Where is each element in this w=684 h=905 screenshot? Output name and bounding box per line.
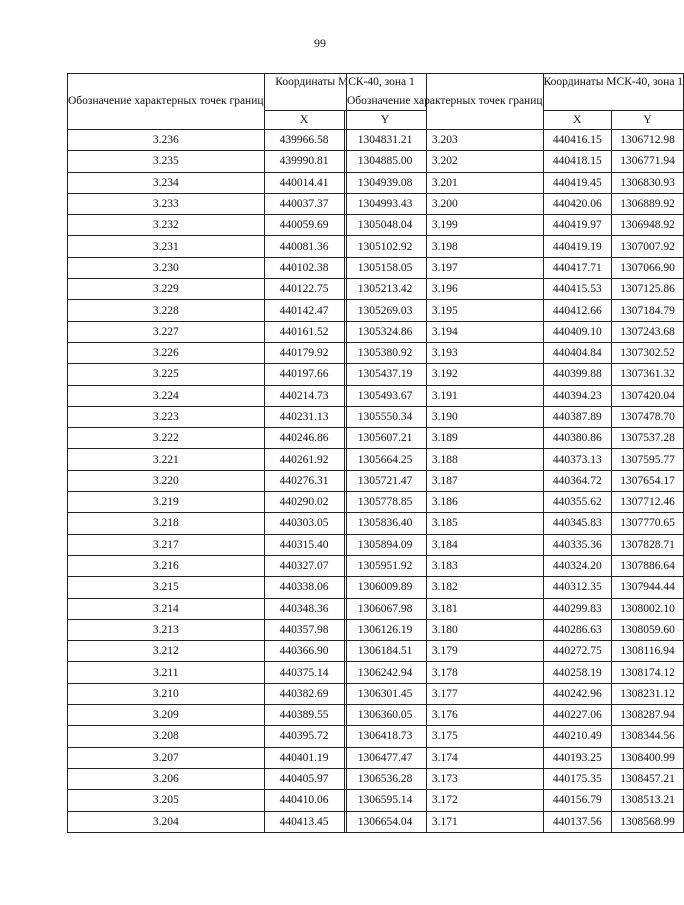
x-coordinate-cell: 440348.36	[264, 598, 344, 619]
point-designation-cell: 3.206	[68, 768, 265, 789]
x-column-header: X	[264, 111, 344, 130]
y-coordinate-cell: 1306009.89	[344, 577, 426, 598]
table-row	[347, 300, 684, 321]
x-coordinate-cell: 440272.75	[543, 641, 612, 662]
point-designation-cell: 3.233	[68, 193, 265, 214]
x-coordinate-cell: 440345.83	[543, 513, 612, 534]
x-coordinate-cell: 440366.90	[264, 641, 344, 662]
y-coordinate-cell: 1304831.21	[344, 130, 426, 151]
point-designation-cell: 3.215	[68, 577, 265, 598]
point-designation-cell: 3.192	[347, 364, 544, 385]
point-designation-cell: 3.183	[347, 555, 544, 576]
y-coordinate-cell: 1308344.56	[612, 726, 684, 747]
point-designation-cell: 3.195	[347, 300, 544, 321]
point-designation-cell: 3.214	[68, 598, 265, 619]
point-designation-cell: 3.216	[68, 555, 265, 576]
point-designation-cell: 3.186	[347, 492, 544, 513]
x-coordinate-cell: 440394.23	[543, 385, 612, 406]
point-designation-cell: 3.200	[347, 193, 544, 214]
point-designation-cell: 3.191	[347, 385, 544, 406]
y-coordinate-cell: 1306830.93	[612, 172, 684, 193]
point-designation-cell: 3.234	[68, 172, 265, 193]
point-designation-cell: 3.225	[68, 364, 265, 385]
y-coordinate-cell: 1304993.43	[344, 193, 426, 214]
x-coordinate-cell: 440375.14	[264, 662, 344, 683]
point-designation-cell: 3.212	[68, 641, 265, 662]
x-coordinate-cell: 440122.75	[264, 279, 344, 300]
x-coordinate-cell: 440417.71	[543, 257, 612, 278]
y-coordinate-cell: 1308457.21	[612, 768, 684, 789]
table-row	[347, 662, 684, 683]
y-coordinate-cell: 1305721.47	[344, 470, 426, 491]
x-coordinate-cell: 440299.83	[543, 598, 612, 619]
y-coordinate-cell: 1305324.86	[344, 321, 426, 342]
y-coordinate-cell: 1305607.21	[344, 428, 426, 449]
coordinates-group-header: Координаты МСК-40, зона 1	[543, 74, 684, 111]
point-designation-cell: 3.177	[347, 683, 544, 704]
y-coordinate-cell: 1308116.94	[612, 641, 684, 662]
point-designation-cell: 3.231	[68, 236, 265, 257]
x-coordinate-cell: 440419.19	[543, 236, 612, 257]
table-row	[347, 279, 684, 300]
x-coordinate-cell: 440161.52	[264, 321, 344, 342]
point-designation-cell: 3.235	[68, 151, 265, 172]
y-coordinate-cell: 1307478.70	[612, 406, 684, 427]
coordinates-table-right	[346, 73, 684, 833]
point-designation-cell: 3.201	[347, 172, 544, 193]
x-coordinate-cell: 440214.73	[264, 385, 344, 406]
y-coordinate-cell: 1308174.12	[612, 662, 684, 683]
x-coordinate-cell: 439966.58	[264, 130, 344, 151]
y-coordinate-cell: 1307944.44	[612, 577, 684, 598]
x-coordinate-cell: 440409.10	[543, 321, 612, 342]
point-designation-cell: 3.205	[68, 790, 265, 811]
point-designation-cell: 3.220	[68, 470, 265, 491]
y-coordinate-cell: 1306654.04	[344, 811, 426, 832]
y-coordinate-cell: 1305213.42	[344, 279, 426, 300]
y-column-header: Y	[344, 111, 426, 130]
point-designation-cell: 3.219	[68, 492, 265, 513]
point-designation-cell: 3.226	[68, 342, 265, 363]
x-coordinate-cell: 440059.69	[264, 215, 344, 236]
point-designation-cell: 3.203	[347, 130, 544, 151]
table-row	[347, 555, 684, 576]
x-coordinate-cell: 440137.56	[543, 811, 612, 832]
table-row	[347, 257, 684, 278]
table-row	[347, 705, 684, 726]
table-row	[347, 406, 684, 427]
y-coordinate-cell: 1306948.92	[612, 215, 684, 236]
point-designation-cell: 3.202	[347, 151, 544, 172]
y-coordinate-cell: 1304885.00	[344, 151, 426, 172]
x-coordinate-cell: 440401.19	[264, 747, 344, 768]
table-body-right	[347, 130, 684, 833]
y-coordinate-cell: 1308287.94	[612, 705, 684, 726]
x-coordinate-cell: 439990.81	[264, 151, 344, 172]
table-row	[347, 428, 684, 449]
point-designation-cell: 3.209	[68, 705, 265, 726]
page-number: 99	[314, 36, 326, 50]
table-row	[347, 385, 684, 406]
x-coordinate-cell: 440315.40	[264, 534, 344, 555]
designation-header: Обозначение характерных точек границ	[68, 74, 265, 130]
y-coordinate-cell: 1306889.92	[612, 193, 684, 214]
x-coordinate-cell: 440303.05	[264, 513, 344, 534]
point-designation-cell: 3.188	[347, 449, 544, 470]
y-coordinate-cell: 1308513.21	[612, 790, 684, 811]
x-coordinate-cell: 440413.45	[264, 811, 344, 832]
x-coordinate-cell: 440373.13	[543, 449, 612, 470]
point-designation-cell: 3.204	[68, 811, 265, 832]
table-row	[347, 236, 684, 257]
y-coordinate-cell: 1307066.90	[612, 257, 684, 278]
y-coordinate-cell: 1306595.14	[344, 790, 426, 811]
x-coordinate-cell: 440420.06	[543, 193, 612, 214]
x-coordinate-cell: 440335.36	[543, 534, 612, 555]
table-row	[347, 449, 684, 470]
table-row	[347, 151, 684, 172]
y-coordinate-cell: 1305493.67	[344, 385, 426, 406]
point-designation-cell: 3.211	[68, 662, 265, 683]
y-coordinate-cell: 1308400.99	[612, 747, 684, 768]
y-coordinate-cell: 1308059.60	[612, 619, 684, 640]
point-designation-cell: 3.193	[347, 342, 544, 363]
x-coordinate-cell: 440290.02	[264, 492, 344, 513]
x-coordinate-cell: 440415.53	[543, 279, 612, 300]
y-coordinate-cell: 1306477.47	[344, 747, 426, 768]
y-coordinate-cell: 1306536.28	[344, 768, 426, 789]
y-coordinate-cell: 1306301.45	[344, 683, 426, 704]
table-row	[347, 130, 684, 151]
point-designation-cell: 3.217	[68, 534, 265, 555]
y-coordinate-cell: 1305894.09	[344, 534, 426, 555]
y-coordinate-cell: 1306712.98	[612, 130, 684, 151]
x-coordinate-cell: 440419.97	[543, 215, 612, 236]
point-designation-cell: 3.173	[347, 768, 544, 789]
point-designation-cell: 3.218	[68, 513, 265, 534]
table-row	[347, 492, 684, 513]
point-designation-cell: 3.199	[347, 215, 544, 236]
x-coordinate-cell: 440102.38	[264, 257, 344, 278]
point-designation-cell: 3.196	[347, 279, 544, 300]
point-designation-cell: 3.213	[68, 619, 265, 640]
table-row	[347, 513, 684, 534]
point-designation-cell: 3.232	[68, 215, 265, 236]
y-coordinate-cell: 1305951.92	[344, 555, 426, 576]
x-coordinate-cell: 440399.88	[543, 364, 612, 385]
point-designation-cell: 3.197	[347, 257, 544, 278]
point-designation-cell: 3.207	[68, 747, 265, 768]
y-coordinate-cell: 1305048.04	[344, 215, 426, 236]
coordinates-group-header: Координаты МСК-40, зона 1	[264, 74, 426, 111]
point-designation-cell: 3.174	[347, 747, 544, 768]
point-designation-cell: 3.178	[347, 662, 544, 683]
y-coordinate-cell: 1305664.25	[344, 449, 426, 470]
y-coordinate-cell: 1307595.77	[612, 449, 684, 470]
y-coordinate-cell: 1308568.99	[612, 811, 684, 832]
x-coordinate-cell: 440419.45	[543, 172, 612, 193]
y-coordinate-cell: 1305437.19	[344, 364, 426, 385]
table-row	[347, 811, 684, 832]
table-row	[347, 321, 684, 342]
y-coordinate-cell: 1307361.32	[612, 364, 684, 385]
point-designation-cell: 3.181	[347, 598, 544, 619]
x-coordinate-cell: 440258.19	[543, 662, 612, 683]
x-coordinate-cell: 440404.84	[543, 342, 612, 363]
point-designation-cell: 3.190	[347, 406, 544, 427]
y-coordinate-cell: 1306184.51	[344, 641, 426, 662]
point-designation-cell: 3.221	[68, 449, 265, 470]
x-coordinate-cell: 440364.72	[543, 470, 612, 491]
x-coordinate-cell: 440227.06	[543, 705, 612, 726]
y-coordinate-cell: 1305269.03	[344, 300, 426, 321]
y-coordinate-cell: 1307007.92	[612, 236, 684, 257]
x-coordinate-cell: 440246.86	[264, 428, 344, 449]
x-coordinate-cell: 440142.47	[264, 300, 344, 321]
point-designation-cell: 3.187	[347, 470, 544, 491]
x-coordinate-cell: 440037.37	[264, 193, 344, 214]
point-designation-cell: 3.224	[68, 385, 265, 406]
table-row	[347, 342, 684, 363]
table-row	[347, 619, 684, 640]
y-coordinate-cell: 1307770.65	[612, 513, 684, 534]
point-designation-cell: 3.171	[347, 811, 544, 832]
y-coordinate-cell: 1307886.64	[612, 555, 684, 576]
x-coordinate-cell: 440242.96	[543, 683, 612, 704]
x-coordinate-cell: 440081.36	[264, 236, 344, 257]
x-coordinate-cell: 440197.66	[264, 364, 344, 385]
y-coordinate-cell: 1306418.73	[344, 726, 426, 747]
point-designation-cell: 3.230	[68, 257, 265, 278]
y-coordinate-cell: 1306771.94	[612, 151, 684, 172]
y-coordinate-cell: 1308231.12	[612, 683, 684, 704]
x-coordinate-cell: 440355.62	[543, 492, 612, 513]
x-coordinate-cell: 440156.79	[543, 790, 612, 811]
y-coordinate-cell: 1306360.05	[344, 705, 426, 726]
point-designation-cell: 3.223	[68, 406, 265, 427]
table-row	[347, 364, 684, 385]
x-coordinate-cell: 440357.98	[264, 619, 344, 640]
point-designation-cell: 3.180	[347, 619, 544, 640]
point-designation-cell: 3.210	[68, 683, 265, 704]
table-row	[347, 577, 684, 598]
x-coordinate-cell: 440210.49	[543, 726, 612, 747]
point-designation-cell: 3.222	[68, 428, 265, 449]
table-row	[347, 768, 684, 789]
y-coordinate-cell: 1307184.79	[612, 300, 684, 321]
y-coordinate-cell: 1307302.52	[612, 342, 684, 363]
x-coordinate-cell: 440387.89	[543, 406, 612, 427]
point-designation-cell: 3.227	[68, 321, 265, 342]
table-row	[347, 641, 684, 662]
y-coordinate-cell: 1307712.46	[612, 492, 684, 513]
x-coordinate-cell: 440261.92	[264, 449, 344, 470]
y-coordinate-cell: 1306126.19	[344, 619, 426, 640]
y-coordinate-cell: 1305102.92	[344, 236, 426, 257]
y-coordinate-cell: 1305778.85	[344, 492, 426, 513]
y-coordinate-cell: 1307654.17	[612, 470, 684, 491]
y-coordinate-cell: 1307828.71	[612, 534, 684, 555]
x-coordinate-cell: 440380.86	[543, 428, 612, 449]
x-coordinate-cell: 440193.25	[543, 747, 612, 768]
point-designation-cell: 3.176	[347, 705, 544, 726]
x-coordinate-cell: 440276.31	[264, 470, 344, 491]
table-row	[347, 193, 684, 214]
table-row	[347, 790, 684, 811]
y-coordinate-cell: 1307420.04	[612, 385, 684, 406]
table-row	[347, 215, 684, 236]
point-designation-cell: 3.179	[347, 641, 544, 662]
table-row	[347, 598, 684, 619]
x-coordinate-cell: 440405.97	[264, 768, 344, 789]
point-designation-cell: 3.172	[347, 790, 544, 811]
y-coordinate-cell: 1305380.92	[344, 342, 426, 363]
x-coordinate-cell: 440389.55	[264, 705, 344, 726]
y-coordinate-cell: 1307537.28	[612, 428, 684, 449]
x-coordinate-cell: 440382.69	[264, 683, 344, 704]
y-coordinate-cell: 1306067.98	[344, 598, 426, 619]
y-coordinate-cell: 1306242.94	[344, 662, 426, 683]
table-row	[347, 470, 684, 491]
point-designation-cell: 3.182	[347, 577, 544, 598]
x-coordinate-cell: 440312.35	[543, 577, 612, 598]
y-coordinate-cell: 1304939.08	[344, 172, 426, 193]
x-coordinate-cell: 440014.41	[264, 172, 344, 193]
x-coordinate-cell: 440416.15	[543, 130, 612, 151]
y-coordinate-cell: 1305836.40	[344, 513, 426, 534]
x-column-header: X	[543, 111, 612, 130]
point-designation-cell: 3.175	[347, 726, 544, 747]
x-coordinate-cell: 440231.13	[264, 406, 344, 427]
point-designation-cell: 3.229	[68, 279, 265, 300]
x-coordinate-cell: 440324.20	[543, 555, 612, 576]
x-coordinate-cell: 440338.06	[264, 577, 344, 598]
y-column-header: Y	[612, 111, 684, 130]
x-coordinate-cell: 440395.72	[264, 726, 344, 747]
y-coordinate-cell: 1307243.68	[612, 321, 684, 342]
y-coordinate-cell: 1305550.34	[344, 406, 426, 427]
point-designation-cell: 3.228	[68, 300, 265, 321]
x-coordinate-cell: 440286.63	[543, 619, 612, 640]
point-designation-cell: 3.184	[347, 534, 544, 555]
y-coordinate-cell: 1305158.05	[344, 257, 426, 278]
x-coordinate-cell: 440412.66	[543, 300, 612, 321]
point-designation-cell: 3.185	[347, 513, 544, 534]
point-designation-cell: 3.189	[347, 428, 544, 449]
x-coordinate-cell: 440175.35	[543, 768, 612, 789]
x-coordinate-cell: 440418.15	[543, 151, 612, 172]
point-designation-cell: 3.208	[68, 726, 265, 747]
x-coordinate-cell: 440179.92	[264, 342, 344, 363]
x-coordinate-cell: 440327.07	[264, 555, 344, 576]
table-row	[347, 726, 684, 747]
point-designation-cell: 3.198	[347, 236, 544, 257]
designation-header: Обозначение характерных точек границ	[347, 74, 544, 130]
table-row	[347, 747, 684, 768]
table-row	[347, 534, 684, 555]
point-designation-cell: 3.236	[68, 130, 265, 151]
table-row	[347, 172, 684, 193]
point-designation-cell: 3.194	[347, 321, 544, 342]
y-coordinate-cell: 1308002.10	[612, 598, 684, 619]
y-coordinate-cell: 1307125.86	[612, 279, 684, 300]
table-row	[347, 683, 684, 704]
x-coordinate-cell: 440410.06	[264, 790, 344, 811]
